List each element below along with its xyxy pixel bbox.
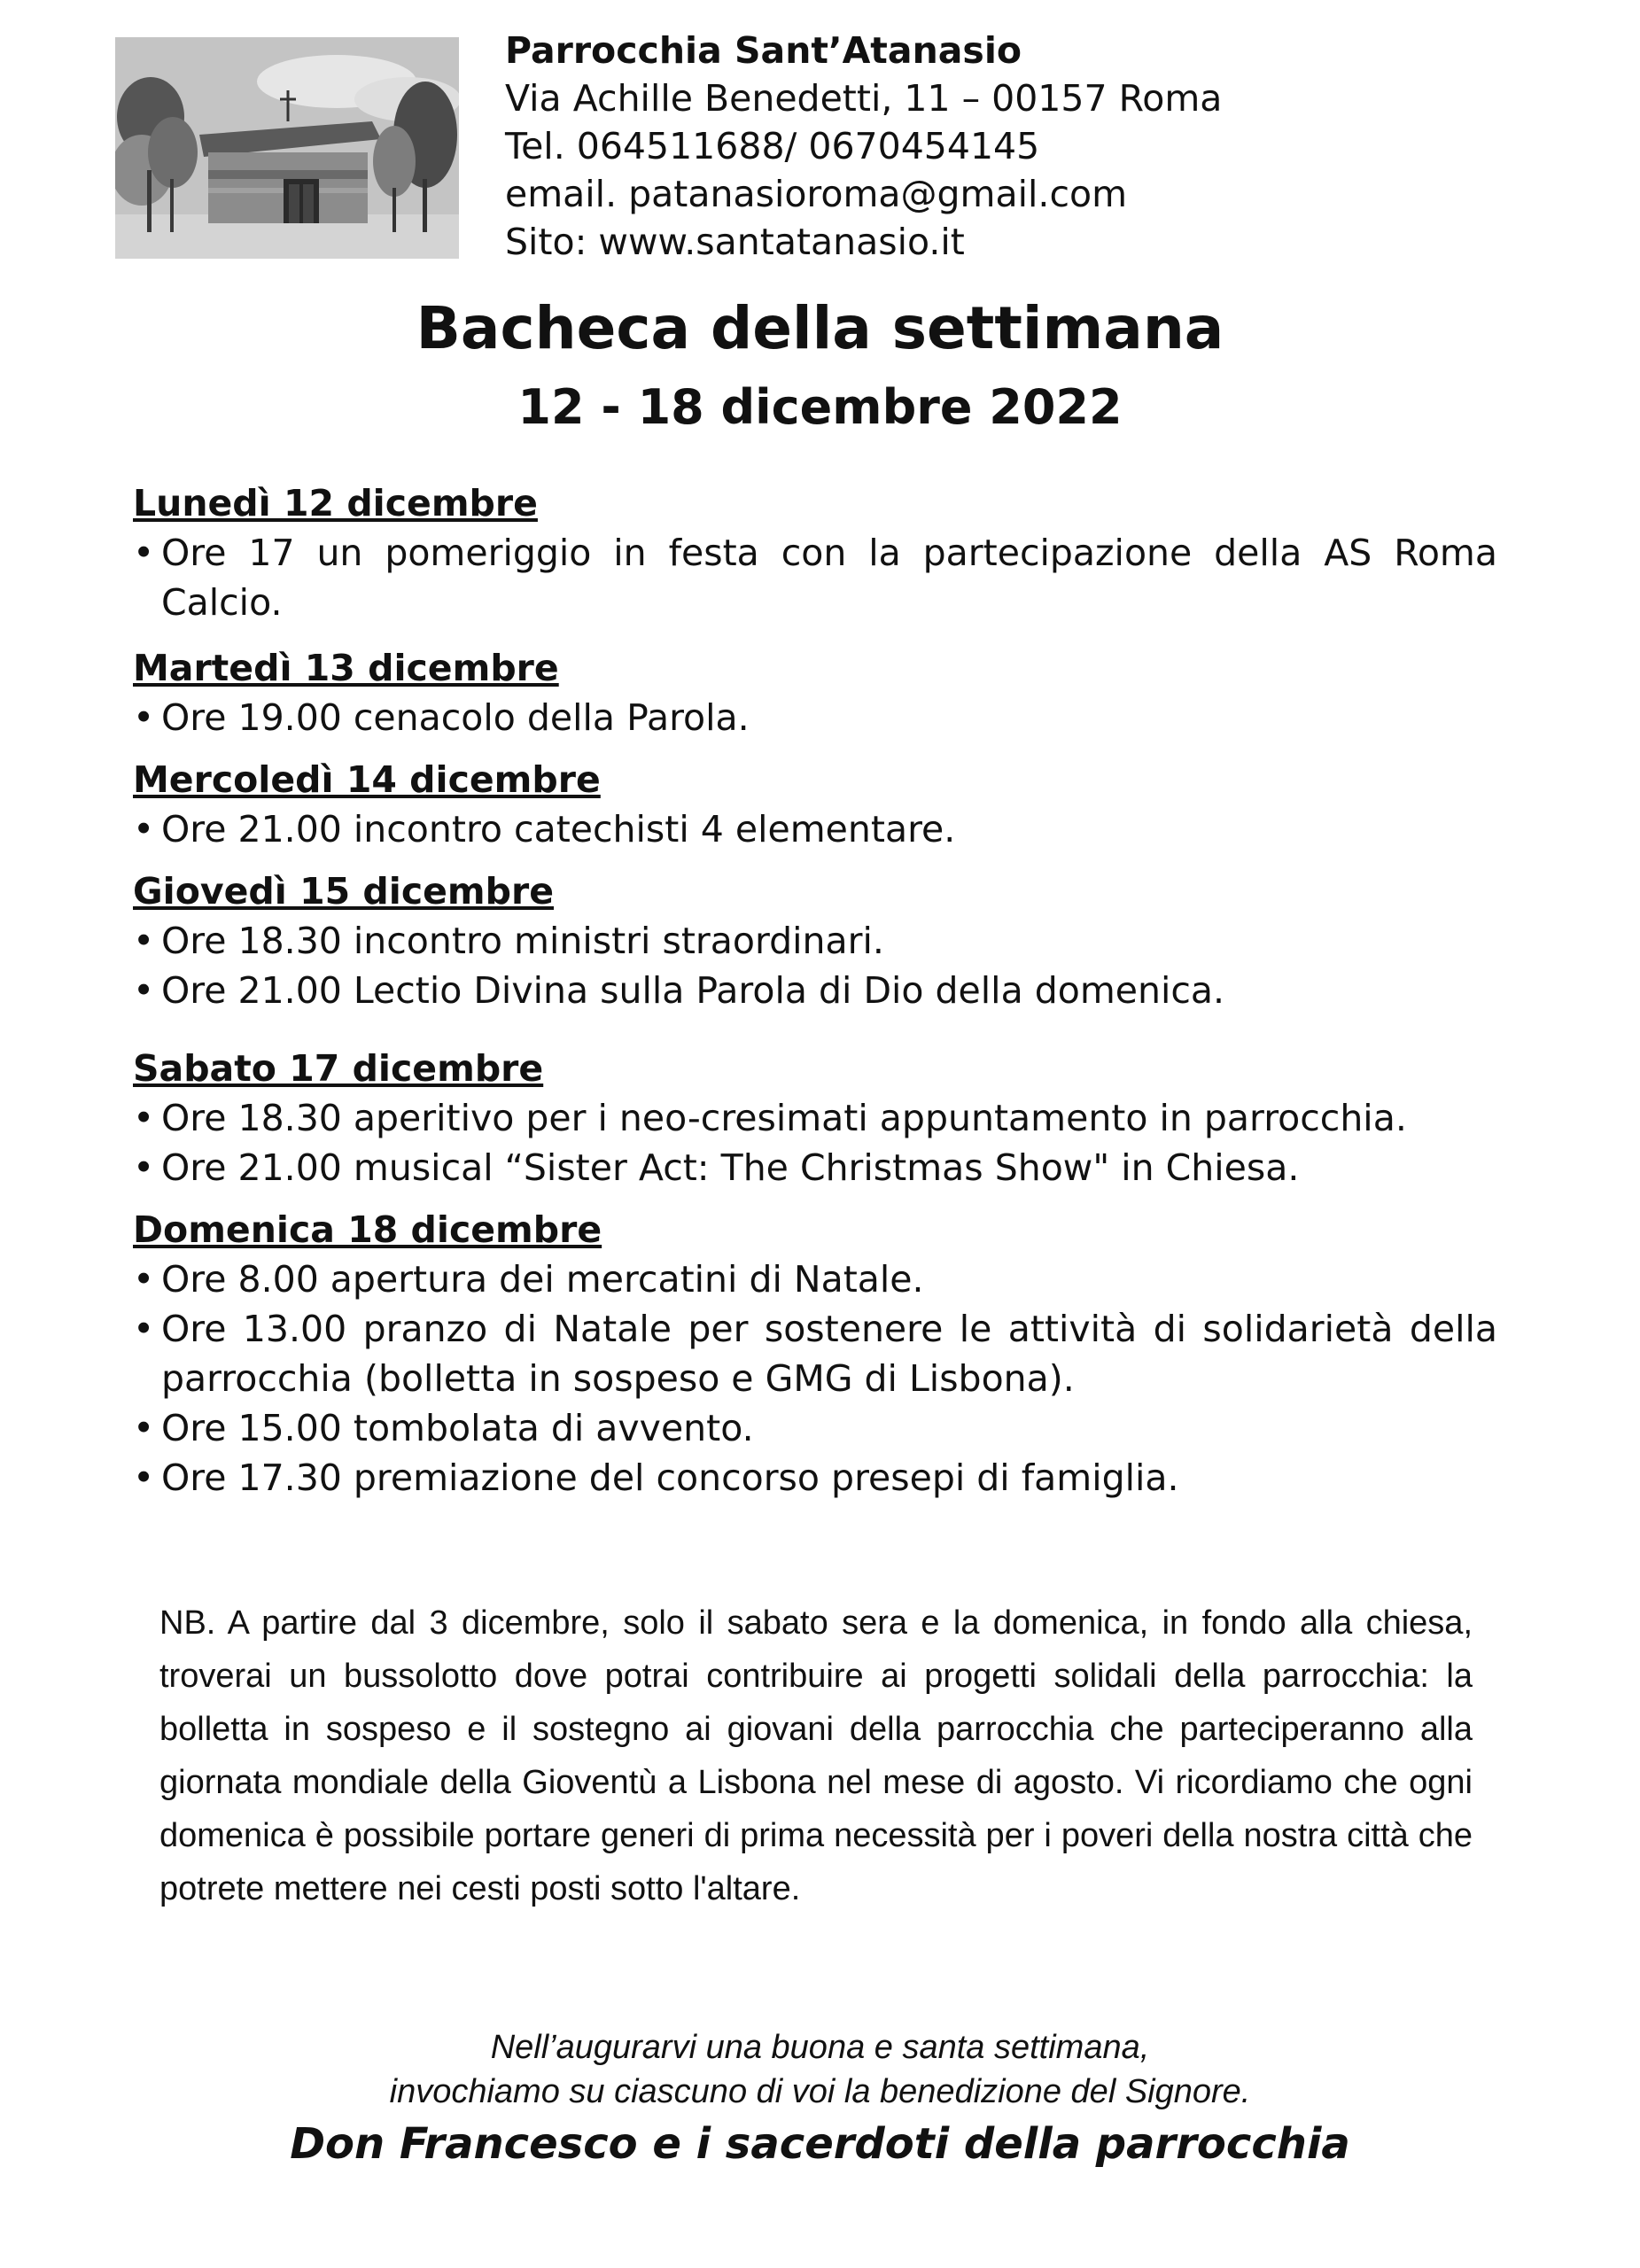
parish-church-illustration	[115, 37, 459, 259]
event-item: • Ore 21.00 incontro catechisti 4 elementare.	[133, 804, 1497, 854]
closing-line-2: invochiamo su ciascuno di voi la benedizione del Signore.	[389, 2073, 1251, 2110]
day-heading: Mercoledì 14 dicembre	[133, 758, 601, 801]
parish-contact-block	[505, 27, 1222, 266]
event-item: • Ore 18.30 incontro ministri straordinari.	[133, 916, 1497, 966]
parish-email: email. patanasioroma@gmail.com	[505, 173, 1128, 215]
signature: Don Francesco e i sacerdoti della parrocchia	[290, 2119, 1350, 2169]
event-item: • Ore 17.30 premiazione del concorso presepi di famiglia.	[133, 1453, 1497, 1503]
day-monday	[133, 478, 1497, 627]
event-item: • Ore 13.00 pranzo di Natale per sostenere le attività di solidarietà della parrocchia (bolletta in sospeso e GMG di Lisbona).	[133, 1304, 1497, 1403]
event-item: • Ore 18.30 aperitivo per i neo-cresimati appuntamento in parrocchia.	[133, 1093, 1497, 1143]
day-heading: Giovedì 15 dicembre	[133, 870, 555, 913]
weekly-schedule	[133, 478, 1497, 1503]
day-wednesday	[133, 755, 1497, 854]
parish-phone: Tel. 064511688/ 0670454145	[505, 125, 1040, 167]
closing-line-1: Nell’augurarvi una buona e santa settimana,	[490, 2029, 1150, 2066]
day-sunday	[133, 1205, 1497, 1503]
day-thursday	[133, 866, 1497, 1015]
church-drawing	[115, 37, 459, 259]
day-saturday	[133, 1044, 1497, 1192]
parish-website: Sito: www.santatanasio.it	[505, 221, 965, 263]
parish-address: Via Achille Benedetti, 11 – 00157 Roma	[505, 77, 1223, 120]
note-paragraph: NB. A partire dal 3 dicembre, solo il sabato sera e la domenica, in fondo alla chiesa, troverai un bussolotto dove potrai contribuire ai progetti solidali della parrocchia: la bolletta in sospeso e il sostegno ai giovani della parrocchia che parteciperanno alla giornata mondiale della Gioventù a Lisbona nel mese di agosto. Vi ricordiamo che ogni domenica è possibile portare generi di prima necessità per i poveri della nostra città che potrete mettere nei cesti posti sotto l'altare.	[159, 1604, 1473, 1907]
event-item: • Ore 8.00 apertura dei mercatini di Natale.	[133, 1254, 1497, 1304]
week-range: 12 - 18 dicembre 2022	[517, 379, 1123, 435]
event-item: • Ore 21.00 musical “Sister Act: The Christmas Show" in Chiesa.	[133, 1143, 1497, 1192]
page-title: Bacheca della settimana	[416, 294, 1224, 362]
day-heading: Lunedì 12 dicembre	[133, 482, 538, 524]
event-item: • Ore 21.00 Lectio Divina sulla Parola di Dio della domenica.	[133, 966, 1497, 1015]
day-tuesday	[133, 643, 1497, 742]
event-item: • Ore 17 un pomeriggio in festa con la partecipazione della AS Roma Calcio.	[133, 528, 1497, 627]
event-item: • Ore 15.00 tombolata di avvento.	[133, 1403, 1497, 1453]
day-heading: Martedì 13 dicembre	[133, 647, 559, 689]
parish-name: Parrocchia Sant’Atanasio	[505, 29, 1022, 72]
event-item: • Ore 19.00 cenacolo della Parola.	[133, 693, 1497, 742]
day-heading: Domenica 18 dicembre	[133, 1208, 602, 1251]
day-heading: Sabato 17 dicembre	[133, 1047, 544, 1090]
